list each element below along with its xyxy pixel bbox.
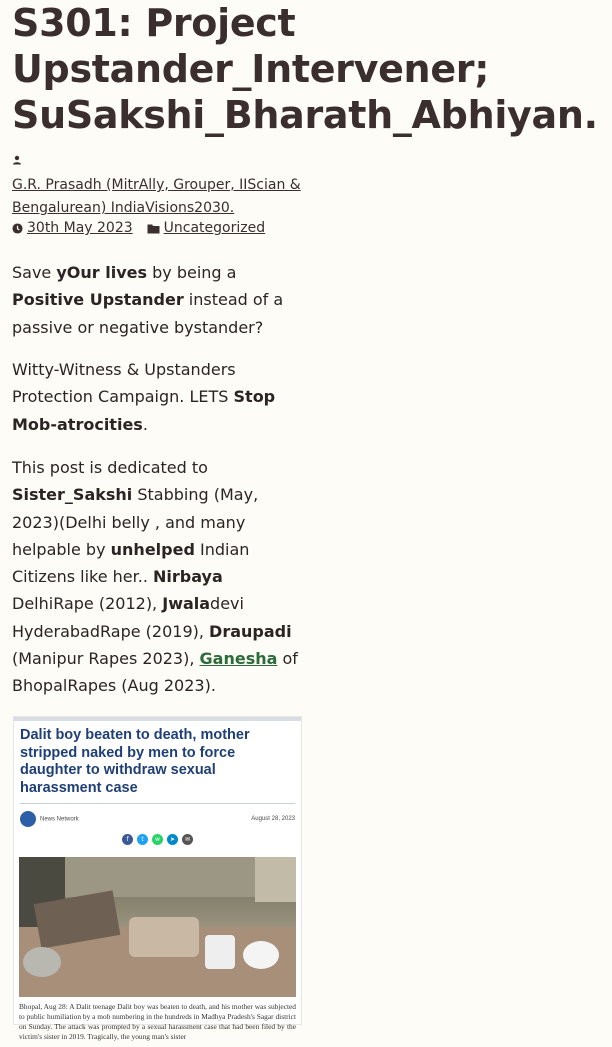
emphasis: Positive Upstander (12, 290, 184, 310)
facebook-icon: f (122, 834, 133, 845)
text: Indian Citizens like her.. (12, 539, 250, 587)
paragraph-intro (12, 259, 302, 341)
paragraph-campaign (12, 356, 302, 438)
ganesha-link[interactable]: Ganesha (199, 649, 278, 669)
paragraph-dedication (12, 454, 302, 700)
emphasis: Nirbaya (153, 567, 223, 587)
folder-icon (147, 223, 160, 234)
text: (Manipur Rapes 2023), (12, 649, 200, 669)
emphasis: yOur lives (56, 263, 148, 282)
news-date: August 28, 2023 (251, 816, 295, 822)
text: Witty-Witness & Upstanders Protection Campaign. LETS (12, 360, 236, 407)
text: This post is dedicated to (12, 458, 208, 477)
email-icon: ✉ (182, 834, 193, 845)
emphasis: Draupadi (209, 621, 292, 641)
post-category-link[interactable]: Uncategorized (163, 220, 266, 236)
emphasis: Jwala (162, 594, 211, 614)
text: devi HyderabadRape (2019), (12, 594, 244, 641)
emphasis: unhelped (110, 539, 195, 559)
clock-icon (12, 223, 23, 234)
news-headline: Dalit boy beaten to death, mother stripped naked by men to force daughter to withdraw sexual harassment case (20, 727, 250, 796)
text: instead of a passive or negative bystander? (12, 290, 284, 337)
text: Save (12, 263, 57, 282)
news-byline (14, 806, 301, 832)
twitter-icon: t (137, 834, 148, 845)
user-icon (12, 152, 22, 168)
divider (20, 803, 295, 804)
news-logo-icon (20, 811, 36, 827)
post-author[interactable] (12, 174, 302, 220)
news-source (20, 811, 79, 827)
text: of BhopalRapes (Aug 2023). (12, 649, 298, 696)
post-date-link[interactable]: 30th May 2023 (27, 220, 133, 236)
news-source-name: News Network (40, 816, 79, 823)
text: DelhiRape (2012), (12, 594, 163, 614)
author-link[interactable]: G.R. Prasadh (MitrAlly, Grouper, IIScian & Bengalurean) IndiaVisions2030. (12, 177, 301, 216)
share-buttons (14, 832, 301, 857)
post-title: S301: Project Upstander_Intervener; SuSakshi_Bharath_Abhiyan. (12, 1, 598, 137)
emphasis: Stop Mob-atrocities (12, 387, 276, 434)
text: . (142, 414, 148, 434)
news-caption: Bhopal, Aug 28: A Dalit teenage Dalit boy was beaten to death, and his mother was subjected to public humiliation by a mob numbering in the hundreds in Madhya Pradesh's Sagar district on Sunday. The attack was prompted by a sexual harassment case that had been filed by the victim's sister in 2019. Tragically, the young man's sister (19, 1002, 296, 1041)
whatsapp-icon: w (152, 834, 163, 845)
emphasis: Sister_Sakshi (12, 485, 133, 505)
post-meta-row (12, 220, 265, 236)
text: by being a (147, 263, 237, 282)
telegram-icon: ➤ (167, 834, 178, 845)
news-screenshot-image (13, 716, 302, 1041)
text: Stabbing (May, 2023)(Delhi belly , and many helpable by (12, 485, 259, 559)
news-photo (19, 857, 296, 997)
